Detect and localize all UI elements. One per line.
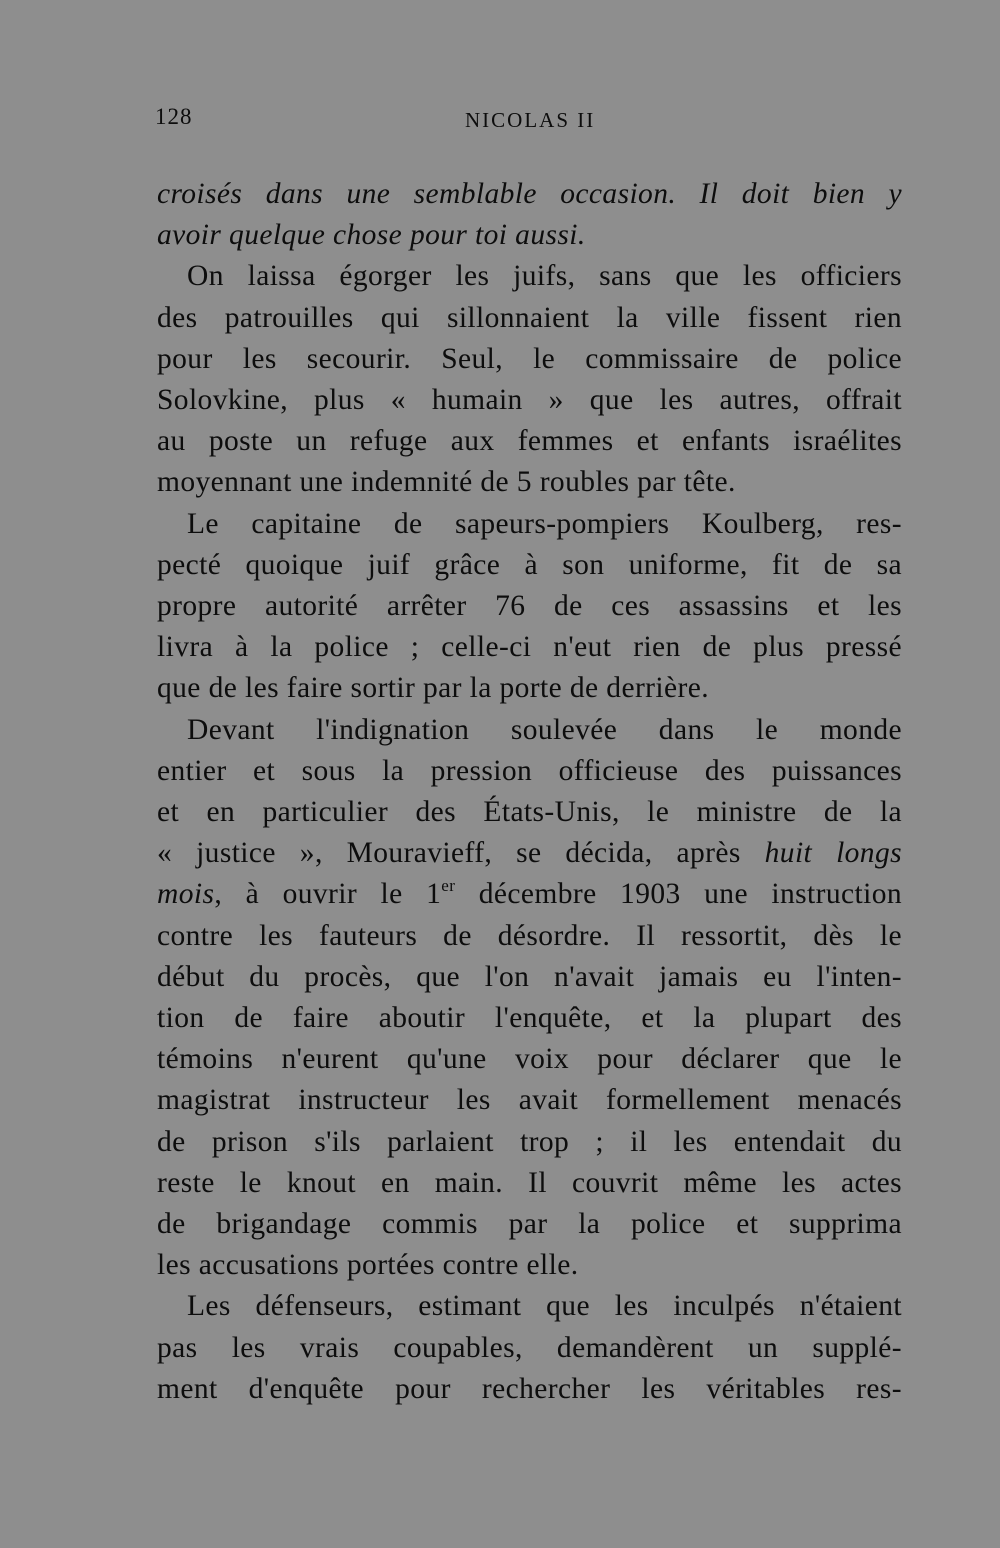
line-text: de brigandage commis par la police et supprima xyxy=(157,1208,902,1241)
text-line xyxy=(157,1204,902,1245)
line-text: Solovkine, plus « humain » que les autres, offrait xyxy=(157,384,902,417)
text-line xyxy=(157,174,902,215)
line-text: contre les fauteurs de désordre. Il ressortit, dès le xyxy=(157,919,902,952)
line-text: moyennant une indemnité de 5 roubles par tête. xyxy=(157,466,736,499)
page-number: 128 xyxy=(155,104,193,129)
line-text: et en particulier des États-Unis, le ministre de la xyxy=(157,796,902,829)
text-line xyxy=(157,339,902,380)
line-text: On laissa égorger les juifs, sans que les officiers xyxy=(187,260,902,293)
line-text: de prison s'ils parlaient trop ; il les entendait du xyxy=(157,1125,902,1158)
book-page xyxy=(157,100,902,1410)
line-text: , à ouvrir le 1 xyxy=(214,878,442,911)
running-head xyxy=(157,100,902,144)
text-line xyxy=(157,916,902,957)
text-line xyxy=(157,751,902,792)
line-text: des patrouilles qui sillonnaient la ville fissent rien xyxy=(157,301,902,334)
text-line xyxy=(157,504,902,545)
line-text: Devant l'indignation soulevée dans le monde xyxy=(187,713,902,746)
text-line xyxy=(157,256,902,297)
line-text: pour les secourir. Seul, le commissaire de police xyxy=(157,342,902,375)
line-text: reste le knout en main. Il couvrit même les actes xyxy=(157,1166,902,1199)
line-text: début du procès, que l'on n'avait jamais eu l'inten- xyxy=(157,960,902,993)
line-text: ment d'enquête pour rechercher les véritables res- xyxy=(157,1372,902,1405)
line-text: témoins n'eurent qu'une voix pour déclarer que le xyxy=(157,1043,902,1076)
text-line xyxy=(157,1286,902,1327)
line-text: les accusations portées contre elle. xyxy=(157,1249,579,1282)
text-line xyxy=(157,710,902,751)
paragraph xyxy=(157,1286,902,1410)
line-text: pas les vrais coupables, demandèrent un supplé- xyxy=(157,1331,902,1364)
line-text: Le capitaine de sapeurs-pompiers Koulberg, res- xyxy=(187,507,902,540)
paragraph xyxy=(157,710,902,1287)
line-text: entier et sous la pression officieuse des puissances xyxy=(157,754,902,787)
text-line xyxy=(157,1328,902,1369)
running-title: NICOLAS II xyxy=(465,108,596,132)
text-line xyxy=(157,833,902,874)
text-line xyxy=(157,668,902,709)
line-text: croisés dans une semblable occasion. Il doit bien y xyxy=(157,178,902,210)
text-line xyxy=(157,1080,902,1121)
line-text: que de les faire sortir par la porte de derrière. xyxy=(157,672,709,705)
paragraph xyxy=(157,504,902,710)
italic-text: mois xyxy=(157,878,215,911)
text-line xyxy=(157,1245,902,1286)
text-line xyxy=(157,421,902,462)
text-line xyxy=(157,298,902,339)
body-text xyxy=(157,174,902,1410)
paragraph xyxy=(157,174,902,256)
superscript: er xyxy=(441,876,456,896)
text-line xyxy=(157,1122,902,1163)
line-text: Les défenseurs, estimant que les inculpés n'étaient xyxy=(187,1290,902,1323)
line-text: tion de faire aboutir l'enquête, et la plupart des xyxy=(157,1002,902,1035)
paragraph xyxy=(157,256,902,503)
line-text: au poste un refuge aux femmes et enfants israélites xyxy=(157,425,902,458)
text-line xyxy=(157,998,902,1039)
line-text: propre autorité arrêter 76 de ces assassins et les xyxy=(157,590,902,623)
text-line xyxy=(157,545,902,586)
text-line xyxy=(157,957,902,998)
line-text: « justice », Mouravieff, se décida, après xyxy=(157,837,765,870)
text-line xyxy=(157,1163,902,1204)
text-line xyxy=(157,874,902,915)
italic-text: huit longs xyxy=(764,837,902,870)
text-line xyxy=(157,462,902,503)
text-line xyxy=(157,1369,902,1410)
text-line xyxy=(157,586,902,627)
text-line xyxy=(157,1039,902,1080)
line-text: magistrat instructeur les avait formellement menacés xyxy=(157,1084,902,1117)
line-text: avoir quelque chose pour toi aussi. xyxy=(157,219,586,252)
text-line xyxy=(157,215,902,256)
line-text-after: décembre 1903 une instruction xyxy=(455,878,902,911)
text-line xyxy=(157,380,902,421)
line-text: livra à la police ; celle-ci n'eut rien de plus pressé xyxy=(157,631,902,664)
text-line xyxy=(157,627,902,668)
line-text: pecté quoique juif grâce à son uniforme, fit de sa xyxy=(157,548,902,581)
text-line xyxy=(157,792,902,833)
